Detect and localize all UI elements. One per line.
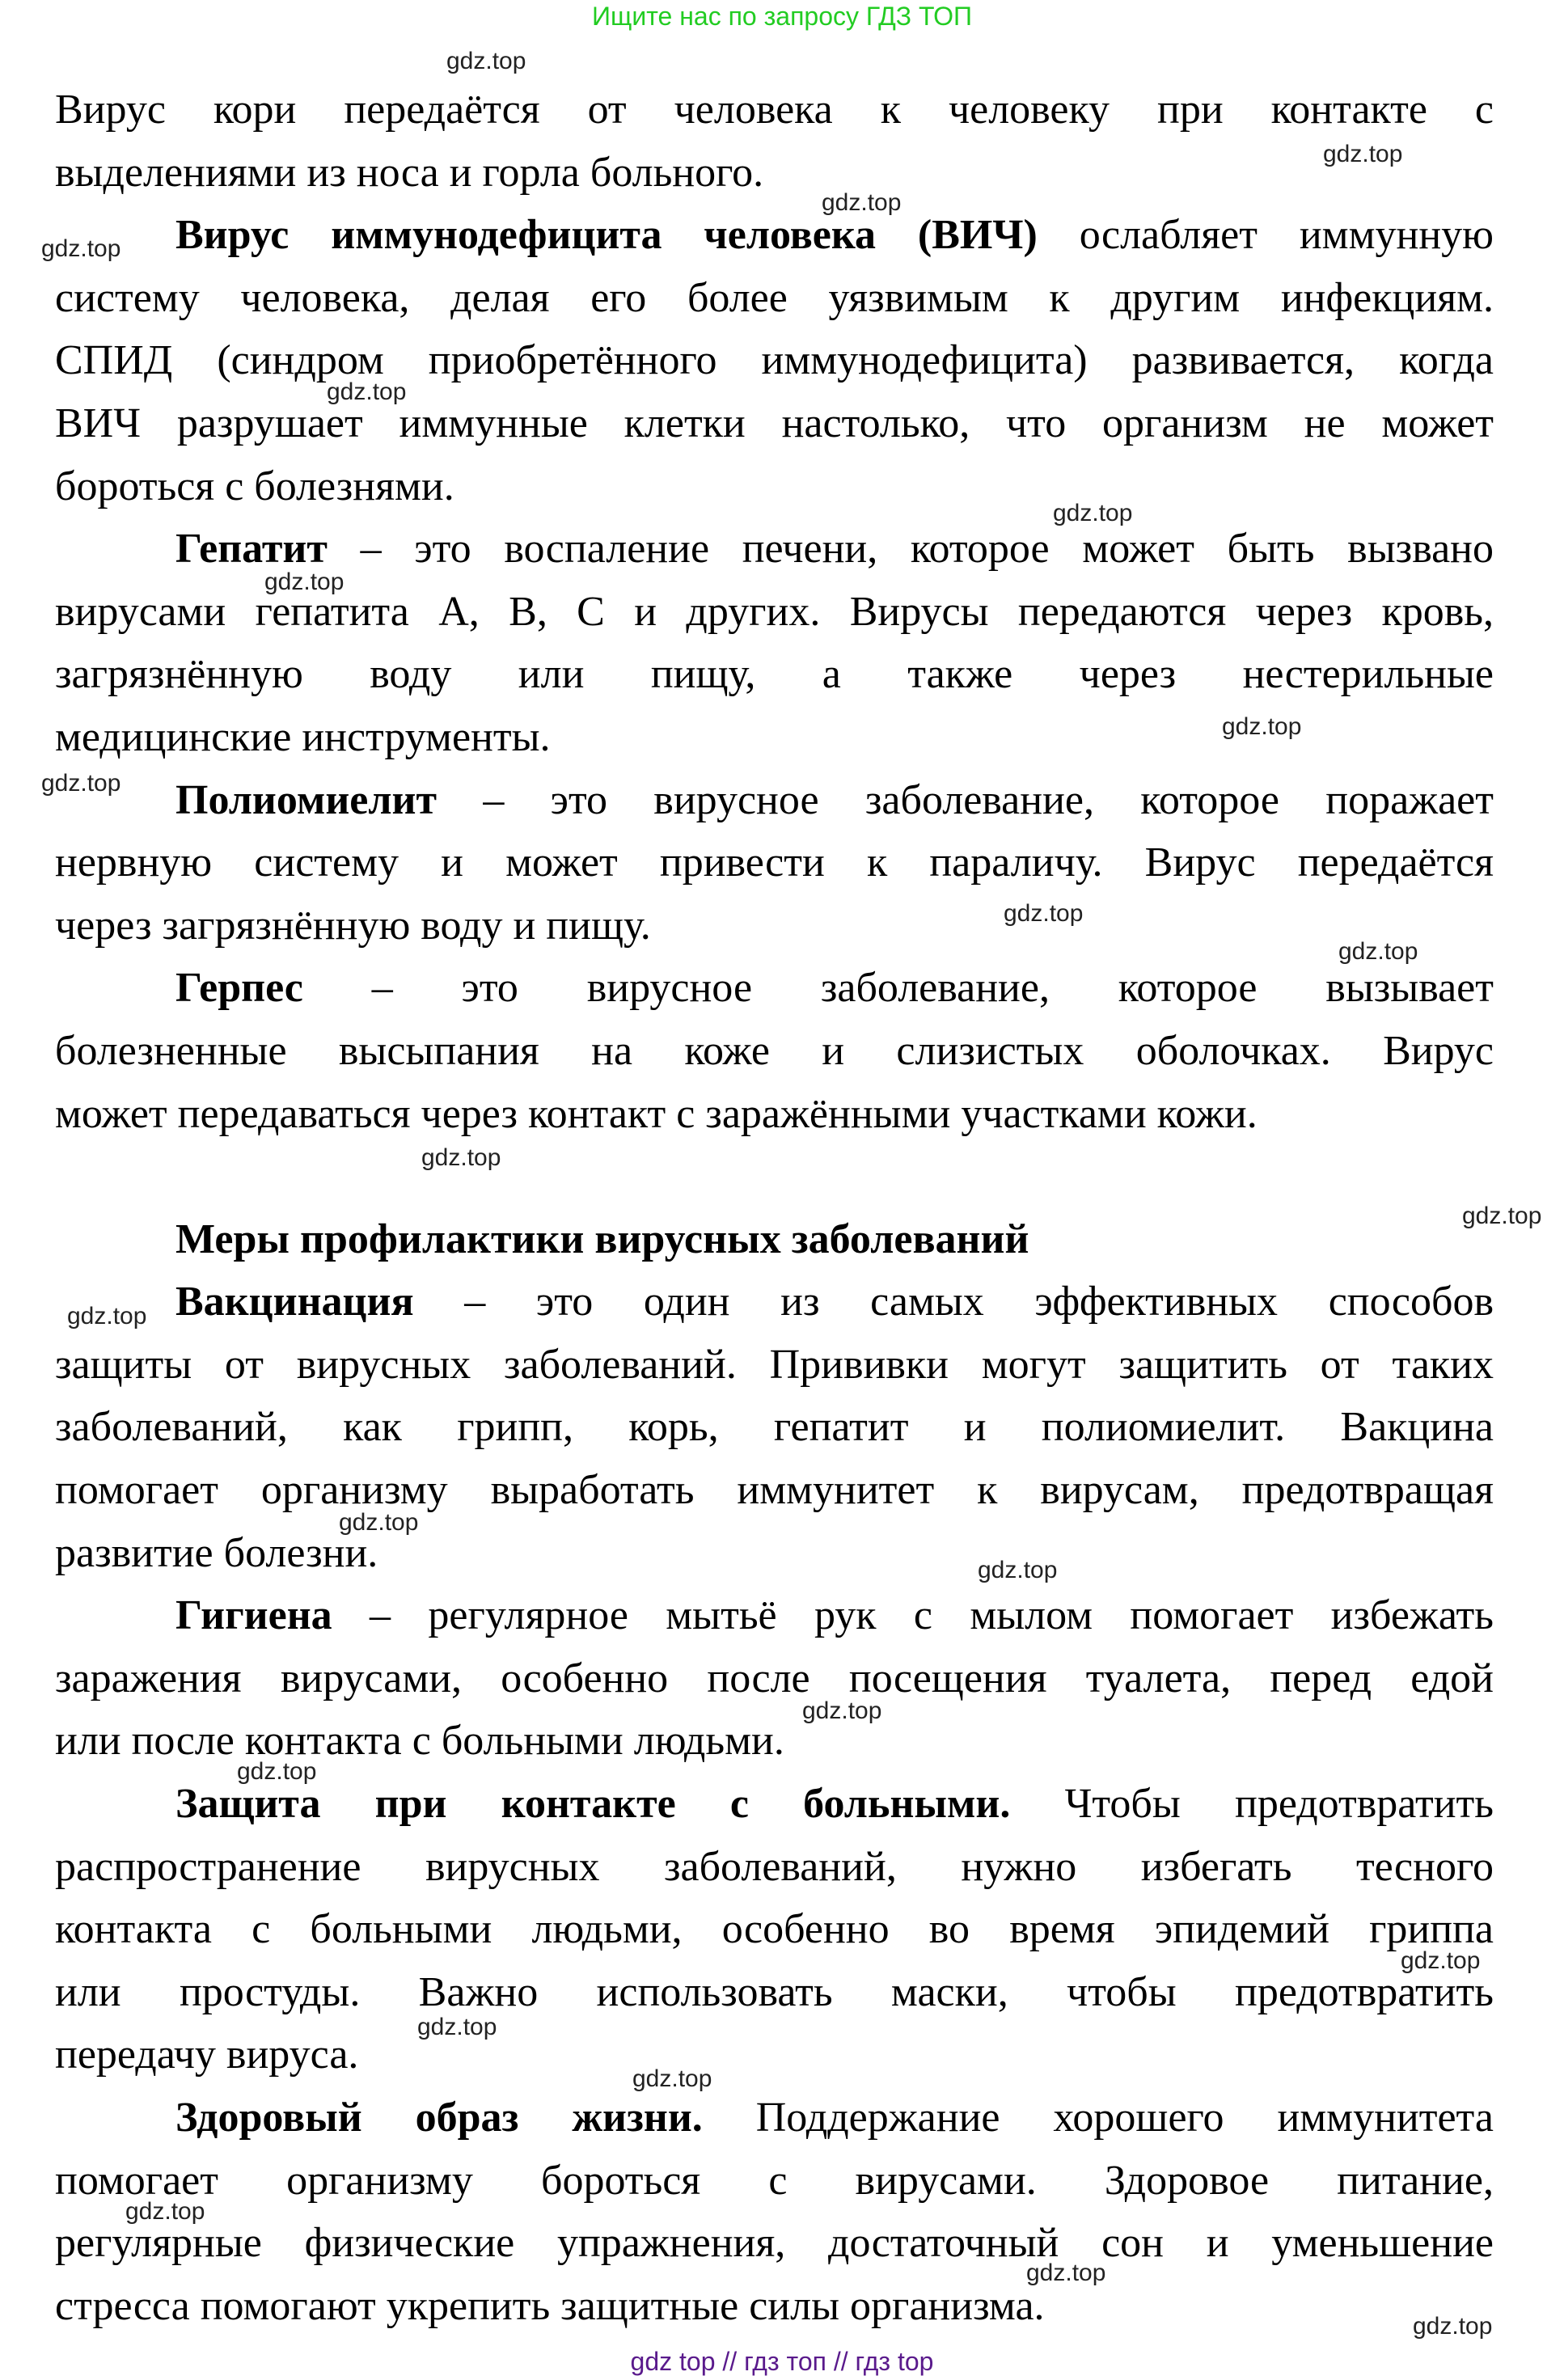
- watermark: gdz.top: [1401, 1947, 1481, 1974]
- text-line: [55, 894, 1494, 957]
- line-text: – это воспаление печени, которое может быть вызвано: [327, 526, 1494, 573]
- line-text: Поддержание хорошего иммунитета: [702, 2095, 1494, 2141]
- watermark: gdz.top: [822, 189, 902, 216]
- line-text: – это вирусное заболевание, которое поражает: [437, 776, 1494, 823]
- line-text: контакта с больными людьми, особенно во время эпидемий гриппа: [55, 1906, 1494, 1953]
- line-text: Вирус кори передаётся от человека к человеку при контакте с: [55, 87, 1494, 133]
- line-text: передачу вируса.: [55, 2031, 359, 2078]
- line-text: медицинские инструменты.: [55, 713, 551, 760]
- line-text: регулярные физические упражнения, достаточный сон и уменьшение: [55, 2220, 1494, 2267]
- watermark: gdz.top: [417, 2014, 497, 2040]
- text-line: [55, 142, 1494, 205]
- line-text: защиты от вирусных заболеваний. Прививки могут защитить от таких: [55, 1341, 1494, 1388]
- bold-term: Вакцинация: [175, 1279, 414, 1325]
- watermark: gdz.top: [1026, 2260, 1106, 2286]
- watermark: gdz.top: [237, 1758, 317, 1785]
- watermark: gdz.top: [802, 1697, 882, 1724]
- text-line: [55, 2275, 1494, 2338]
- line-text: стресса помогают укрепить защитные силы организма.: [55, 2282, 1045, 2329]
- line-text: – регулярное мытьё рук с мылом помогает избежать: [332, 1592, 1494, 1639]
- line-text: – это один из самых эффективных способов: [413, 1279, 1494, 1325]
- watermark: gdz.top: [1004, 900, 1084, 927]
- line-text: заболеваний, как грипп, корь, гепатит и полиомиелит. Вакцина: [55, 1404, 1494, 1451]
- watermark: gdz.top: [1338, 938, 1418, 965]
- text-line: [55, 831, 1494, 894]
- text-line: [55, 1961, 1494, 2024]
- bold-term: Вирус иммунодефицита человека (ВИЧ): [175, 212, 1038, 259]
- line-text: может передаваться через контакт с заражёнными участками кожи.: [55, 1090, 1258, 1137]
- line-text: помогает организму бороться с вирусами. Здоровое питание,: [55, 2157, 1494, 2204]
- text-line: [55, 1459, 1494, 1522]
- text-line: [55, 455, 1494, 518]
- watermark: gdz.top: [327, 378, 407, 405]
- watermark: gdz.top: [1413, 2313, 1493, 2340]
- watermark: gdz.top: [1222, 713, 1302, 740]
- line-text: Меры профилактики вирусных заболеваний: [175, 1215, 1029, 1262]
- watermark: gdz.top: [125, 2198, 205, 2225]
- text-line: [55, 267, 1494, 330]
- watermark: gdz.top: [41, 235, 121, 262]
- watermark: gdz.top: [41, 770, 121, 797]
- text-line: [55, 329, 1494, 392]
- watermark: gdz.top: [67, 1303, 147, 1330]
- line-text: распространение вирусных заболеваний, нужно избегать тесного: [55, 1843, 1494, 1890]
- line-text: или после контакта с больными людьми.: [55, 1718, 784, 1765]
- line-text: болезненные высыпания на коже и слизистых оболочках. Вирус: [55, 1027, 1494, 1074]
- watermark: gdz.top: [264, 569, 345, 595]
- line-text: выделениями из носа и горла больного.: [55, 149, 764, 196]
- text-line: [55, 2086, 1494, 2150]
- text-line: [55, 1898, 1494, 1961]
- bold-term: Гепатит: [175, 526, 328, 573]
- line-text: нервную систему и может привести к параличу. Вирус передаётся: [55, 839, 1494, 886]
- watermark: gdz.top: [1462, 1203, 1542, 1229]
- text-line: [55, 78, 1494, 142]
- watermark: gdz.top: [421, 1144, 501, 1171]
- text-line: [55, 1647, 1494, 1710]
- text-line: [55, 1145, 1494, 1208]
- bold-term: Герпес: [175, 965, 303, 1012]
- text-line: [55, 1083, 1494, 1146]
- bold-term: Защита при контакте с больными.: [175, 1781, 1011, 1828]
- watermark: gdz.top: [1053, 500, 1133, 526]
- line-text: систему человека, делая его более уязвимым к другим инфекциям.: [55, 274, 1494, 321]
- text-line: [55, 1334, 1494, 1397]
- line-text: загрязнённую воду или пищу, а также через нестерильные: [55, 651, 1494, 698]
- line-text: СПИД (синдром приобретённого иммунодефицита) развивается, когда: [55, 337, 1494, 384]
- text-line: [55, 1836, 1494, 1899]
- watermark: gdz.top: [1323, 141, 1403, 167]
- watermark: gdz.top: [339, 1509, 419, 1536]
- text-line: [55, 2150, 1494, 2213]
- line-text: вирусами гепатита A, B, C и других. Вирусы передаются через кровь,: [55, 588, 1494, 635]
- search-banner: Ищите нас по запросу ГДЗ ТОП: [592, 2, 972, 31]
- watermark: gdz.top: [978, 1557, 1058, 1583]
- watermark: gdz.top: [446, 48, 526, 74]
- text-line: [55, 1522, 1494, 1585]
- line-text: бороться с болезнями.: [55, 463, 454, 509]
- document-body: [55, 78, 1494, 2340]
- line-text: – это вирусное заболевание, которое вызывает: [302, 965, 1494, 1012]
- footer-links: gdz top // гдз топ // гдз top: [630, 2347, 934, 2376]
- line-text: ВИЧ разрушает иммунные клетки настолько, что организм не может: [55, 399, 1494, 446]
- line-text: заражения вирусами, особенно после посещения туалета, перед едой: [55, 1655, 1494, 1702]
- text-line: [55, 1396, 1494, 1459]
- line-text: или простуды. Важно использовать маски, чтобы предотвратить: [55, 1968, 1494, 2015]
- watermark: gdz.top: [632, 2065, 712, 2092]
- text-line: [55, 769, 1494, 832]
- line-text: помогает организму выработать иммунитет к вирусам, предотвращая: [55, 1467, 1494, 1514]
- text-line: [55, 643, 1494, 706]
- bold-term: Здоровый образ жизни.: [175, 2095, 703, 2141]
- section-heading: [55, 1208, 1494, 1271]
- text-line: [55, 204, 1494, 267]
- line-text: развитие болезни.: [55, 1529, 378, 1576]
- line-text: через загрязнённую воду и пищу.: [55, 902, 651, 949]
- line-text: Чтобы предотвратить: [1010, 1781, 1494, 1828]
- line-text: ослабляет иммунную: [1037, 212, 1494, 259]
- bold-term: Гигиена: [175, 1592, 332, 1639]
- text-line: [55, 957, 1494, 1020]
- text-line: [55, 2023, 1494, 2086]
- text-line: [55, 2212, 1494, 2275]
- bold-term: Полиомиелит: [175, 776, 437, 823]
- text-line: [55, 1270, 1494, 1334]
- text-line: [55, 1584, 1494, 1647]
- text-line: [55, 392, 1494, 455]
- text-line: [55, 1020, 1494, 1083]
